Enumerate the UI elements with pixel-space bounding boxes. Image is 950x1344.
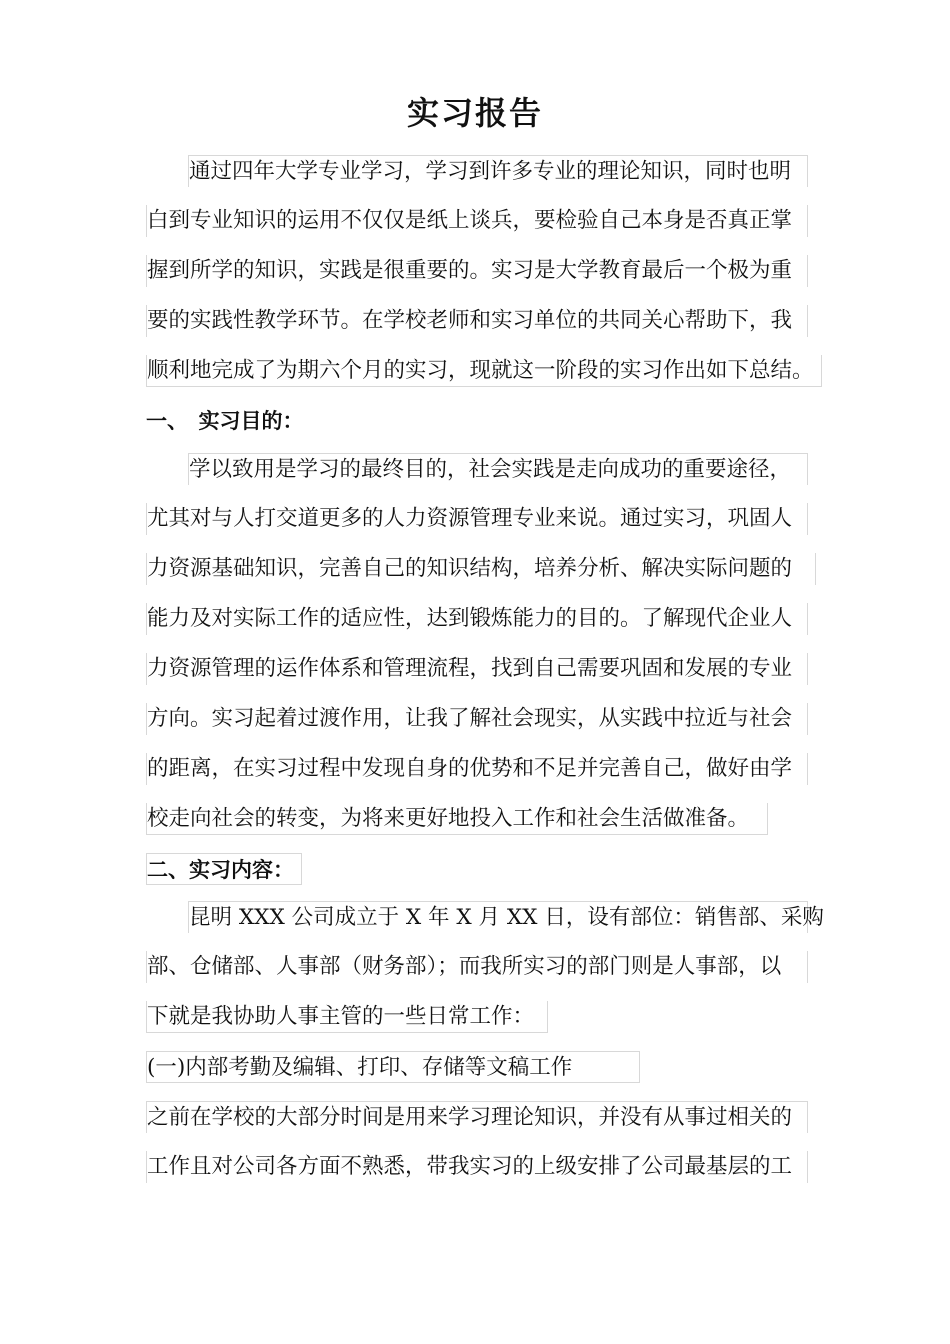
- paragraph-line: 校走向社会的转变，为将来更好地投入工作和社会生活做准备。: [146, 803, 768, 835]
- page-title: 实习报告: [406, 94, 543, 132]
- paragraph-line: 能力及对实际工作的适应性，达到锻炼能力的目的。了解现代企业人: [146, 603, 808, 635]
- paragraph-line: 握到所学的知识，实践是很重要的。实习是大学教育最后一个极为重: [146, 255, 808, 287]
- paragraph-line: 之前在学校的大部分时间是用来学习理论知识，并没有从事过相关的: [146, 1101, 808, 1133]
- section-heading-content: 二、实习内容：: [146, 853, 302, 885]
- paragraph-line: 工作且对公司各方面不熟悉，带我实习的上级安排了公司最基层的工: [146, 1151, 808, 1183]
- paragraph-line: 尤其对与人打交道更多的人力资源管理专业来说。通过实习，巩固人: [146, 503, 808, 535]
- paragraph-line: 力资源管理的运作体系和管理流程，找到自己需要巩固和发展的专业: [146, 653, 808, 685]
- paragraph-line: 力资源基础知识，完善自己的知识结构，培养分析、解决实际问题的: [146, 553, 816, 585]
- paragraph-line: 昆明 XXX 公司成立于 X 年 X 月 XX 日，设有部位：销售部、采购: [188, 901, 808, 933]
- paragraph-line: 的距离，在实习过程中发现自身的优势和不足并完善自己，做好由学: [146, 753, 808, 785]
- paragraph-line: 方向。实习起着过渡作用，让我了解社会现实，从实践中拉近与社会: [146, 703, 808, 735]
- paragraph-line: 下就是我协助人事主管的一些日常工作：: [146, 1001, 548, 1033]
- section-heading-purpose: 一、 实习目的：: [146, 409, 304, 433]
- paragraph-line: 要的实践性教学环节。在学校老师和实习单位的共同关心帮助下，我: [146, 305, 808, 337]
- paragraph-line: 学以致用是学习的最终目的，社会实践是走向成功的重要途径，: [188, 453, 808, 485]
- paragraph-line: 白到专业知识的运用不仅仅是纸上谈兵，要检验自己本身是否真正掌: [146, 205, 808, 237]
- paragraph-line: 部、仓储部、人事部（财务部）；而我所实习的部门则是人事部，以: [146, 951, 808, 983]
- paragraph-line: 顺利地完成了为期六个月的实习，现就这一阶段的实习作出如下总结。: [146, 355, 822, 387]
- paragraph-line: 通过四年大学专业学习，学习到许多专业的理论知识，同时也明: [188, 155, 808, 187]
- subheading: (一)内部考勤及编辑、打印、存储等文稿工作: [146, 1051, 640, 1083]
